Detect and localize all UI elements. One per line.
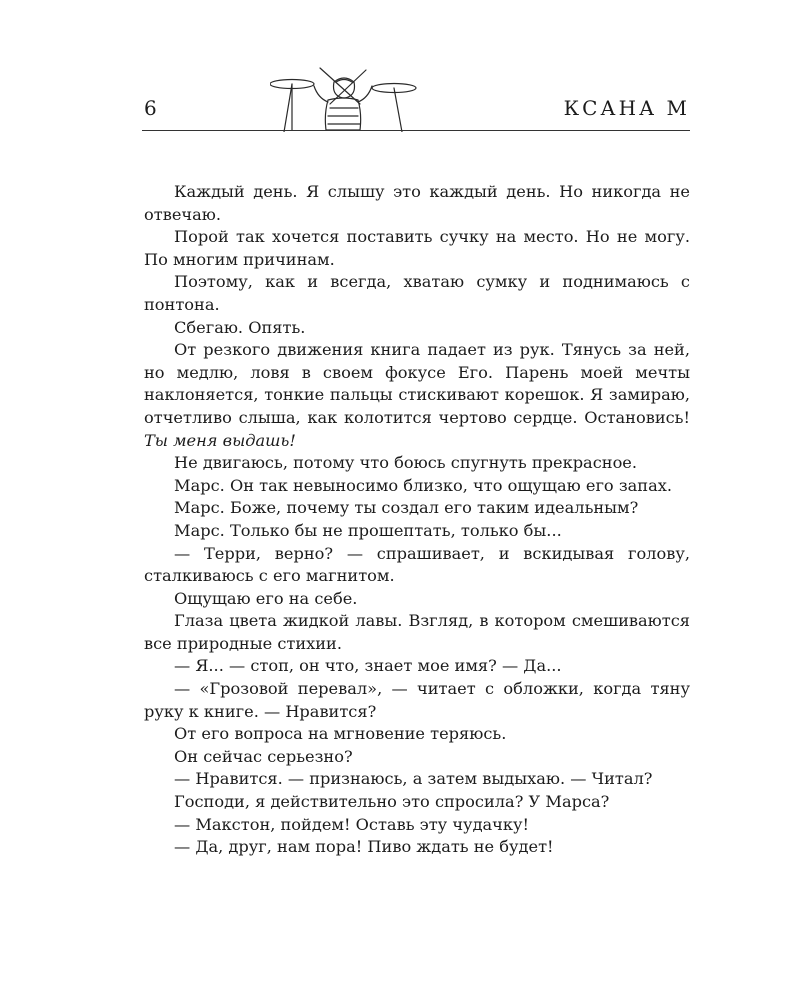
- paragraph-text: От резкого движения книга падает из рук. Тянусь за ней, но медлю, ловя в своем фокусе Его. Парень моей мечты наклоняется, тонкие пальцы стискивают корешок. Я замираю, отчетливо слыша, как колотится чертово сердце. Остановись!: [144, 340, 690, 427]
- drummer-illustration: [270, 60, 420, 132]
- paragraph: Глаза цвета жидкой лавы. Взгляд, в котором смешиваются все природные стихии.: [144, 611, 690, 653]
- paragraph: Поэтому, как и всегда, хватаю сумку и поднимаюсь с понтона.: [144, 272, 690, 314]
- paragraph: — Макстон, пойдем! Оставь эту чудачку!: [174, 814, 530, 834]
- paragraph: [144, 339, 690, 452]
- paragraph: — Я... — стоп, он что, знает мое имя? — Да...: [174, 656, 562, 676]
- header-rule: [142, 130, 690, 131]
- paragraph: Марс. Только бы не прошептать, только бы...: [174, 520, 562, 540]
- italic-phrase: Ты меня выдашь!: [144, 430, 296, 450]
- paragraph: Не двигаюсь, потому что боюсь спугнуть прекрасное.: [174, 453, 638, 473]
- paragraph: — Терри, верно? — спрашивает, и вскидывая голову, сталкиваюсь с его магнитом.: [144, 543, 690, 586]
- paragraph: Марс. Он так невыносимо близко, что ощущаю его запах.: [174, 475, 673, 495]
- body-text: [144, 181, 690, 859]
- page-number: 6: [144, 96, 158, 120]
- paragraph: Он сейчас серьезно?: [174, 746, 353, 766]
- paragraph: Ощущаю его на себе.: [174, 588, 358, 608]
- paragraph: Порой так хочется поставить сучку на место. Но не могу. По многим причинам.: [144, 227, 690, 269]
- author-name: КСАНА М: [563, 96, 690, 120]
- paragraph: — Нравится. — признаюсь, а затем выдыхаю. — Читал?: [174, 769, 653, 789]
- paragraph: — Да, друг, нам пора! Пиво ждать не будет!: [174, 837, 554, 857]
- paragraph: Господи, я действительно это спросила? У Марса?: [174, 792, 610, 812]
- paragraph: — «Грозовой перевал», — читает с обложки, когда тяну руку к книге. — Нравится?: [144, 679, 690, 721]
- paragraph: Каждый день. Я слышу это каждый день. Но никогда не отвечаю.: [144, 182, 690, 224]
- paragraph: Сбегаю. Опять.: [174, 317, 306, 337]
- running-header: [142, 60, 690, 140]
- paragraph: От его вопроса на мгновение теряюсь.: [174, 724, 507, 744]
- paragraph: Марс. Боже, почему ты создал его таким идеальным?: [174, 498, 639, 518]
